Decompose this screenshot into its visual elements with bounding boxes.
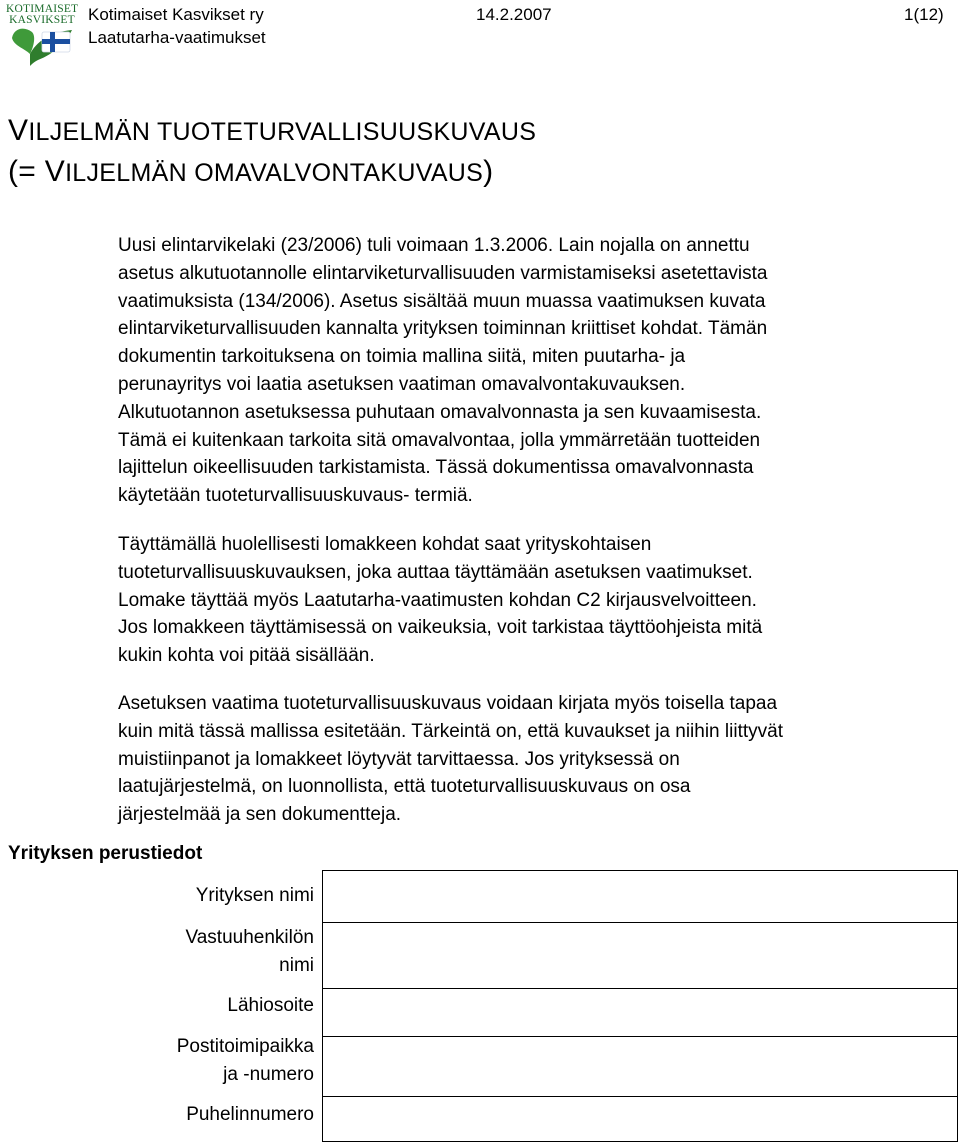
text-line: perunayritys voi laatia asetuksen vaatiman omavalvontakuvauksen. bbox=[118, 373, 686, 395]
label-responsible-person: Vastuuhenkilön nimi bbox=[185, 927, 314, 976]
company-info-table bbox=[322, 870, 958, 1142]
logo-text-line2: KASVIKSET bbox=[9, 14, 75, 26]
page-title-line1: VILJELMÄN TUOTETURVALLISUUSKUVAUS bbox=[8, 114, 537, 147]
label-company-name: Yrityksen nimi bbox=[195, 885, 314, 906]
instructions-paragraph bbox=[118, 531, 958, 670]
text-line: laatujärjestelmä, on luonnollista, että tuoteturvallisuuskuvaus on osa bbox=[118, 776, 691, 798]
header-page-number: 1(12) bbox=[904, 5, 944, 24]
alternative-paragraph bbox=[118, 690, 958, 829]
label-street-address: Lähiosoite bbox=[227, 995, 314, 1016]
text-line: järjestelmää ja sen dokumentteja. bbox=[118, 804, 402, 826]
text-line: Uusi elintarvikelaki (23/2006) tuli voimaan 1.3.2006. Lain nojalla on annettu bbox=[118, 235, 750, 256]
postal-info-field[interactable] bbox=[323, 1037, 957, 1097]
street-address-field[interactable] bbox=[323, 989, 957, 1037]
logo-leaf-flag-icon bbox=[6, 2, 78, 66]
text-line: Alkutuotannon asetuksessa puhutaan omavalvonnasta ja sen kuvaamisesta. bbox=[118, 401, 762, 423]
text-line: käytetään tuoteturvallisuuskuvaus- termiä. bbox=[118, 485, 473, 507]
section-title-company-info: Yrityksen perustiedot bbox=[8, 843, 203, 864]
text-line: tuoteturvallisuuskuvauksen, joka auttaa täyttämään asetuksen vaatimukset. bbox=[118, 561, 753, 583]
text-line: Täyttämällä huolellisesti lomakkeen kohdat saat yrityskohtaisen bbox=[118, 534, 652, 555]
company-logo bbox=[6, 2, 78, 66]
text-line: lajittelun oikeellisuuden tarkistamista. Tässä dokumentissa omavalvonnasta bbox=[118, 457, 754, 479]
label-postal-info: Postitoimipaikka ja -numero bbox=[176, 1036, 314, 1085]
text-line: kuin mitä tässä mallissa esitetään. Tärkeintä on, että kuvaukset ja niihin liittyvät bbox=[118, 720, 783, 742]
text-line: Asetuksen vaatima tuoteturvallisuuskuvaus voidaan kirjata myös toisella tapaa bbox=[118, 693, 778, 714]
company-name-field[interactable] bbox=[323, 871, 957, 923]
label-phone-number: Puhelinnumero bbox=[186, 1104, 314, 1125]
header-organization: Kotimaiset Kasvikset ry bbox=[88, 5, 264, 24]
logo-text-line1: KOTIMAISET bbox=[6, 3, 79, 15]
page-title-line2: (= VILJELMÄN OMAVALVONTAKUVAUS) bbox=[8, 155, 494, 188]
text-line: vaatimuksista (134/2006). Asetus sisältää muun muassa vaatimuksen kuvata bbox=[118, 290, 766, 312]
intro-paragraph bbox=[118, 232, 958, 510]
text-line: Jos lomakkeen täyttämisessä on vaikeuksia, voit tarkistaa täyttöohjeista mitä bbox=[118, 617, 763, 639]
text-line: muistiinpanot ja lomakkeet löytyvät tarvittaessa. Jos yrityksessä on bbox=[118, 748, 680, 770]
responsible-person-field[interactable] bbox=[323, 923, 957, 989]
phone-number-field[interactable] bbox=[323, 1097, 957, 1141]
text-line: Tämä ei kuitenkaan tarkoita sitä omavalvontaa, jolla ymmärretään tuotteiden bbox=[118, 429, 761, 451]
header-date: 14.2.2007 bbox=[476, 5, 552, 24]
header-subtitle: Laatutarha-vaatimukset bbox=[88, 28, 266, 47]
text-line: asetus alkutuotannolle elintarviketurvallisuuden varmistamiseksi asetettavista bbox=[118, 262, 768, 284]
text-line: elintarviketurvallisuuden kannalta yrityksen toiminnan kriittiset kohdat. Tämän bbox=[118, 318, 768, 340]
text-line: dokumentin tarkoituksena on toimia mallina siitä, miten puutarha- ja bbox=[118, 346, 686, 368]
text-line: kukin kohta voi pitää sisällään. bbox=[118, 645, 375, 667]
text-line: Lomake täyttää myös Laatutarha-vaatimusten kohdan C2 kirjausvelvoitteen. bbox=[118, 589, 757, 611]
